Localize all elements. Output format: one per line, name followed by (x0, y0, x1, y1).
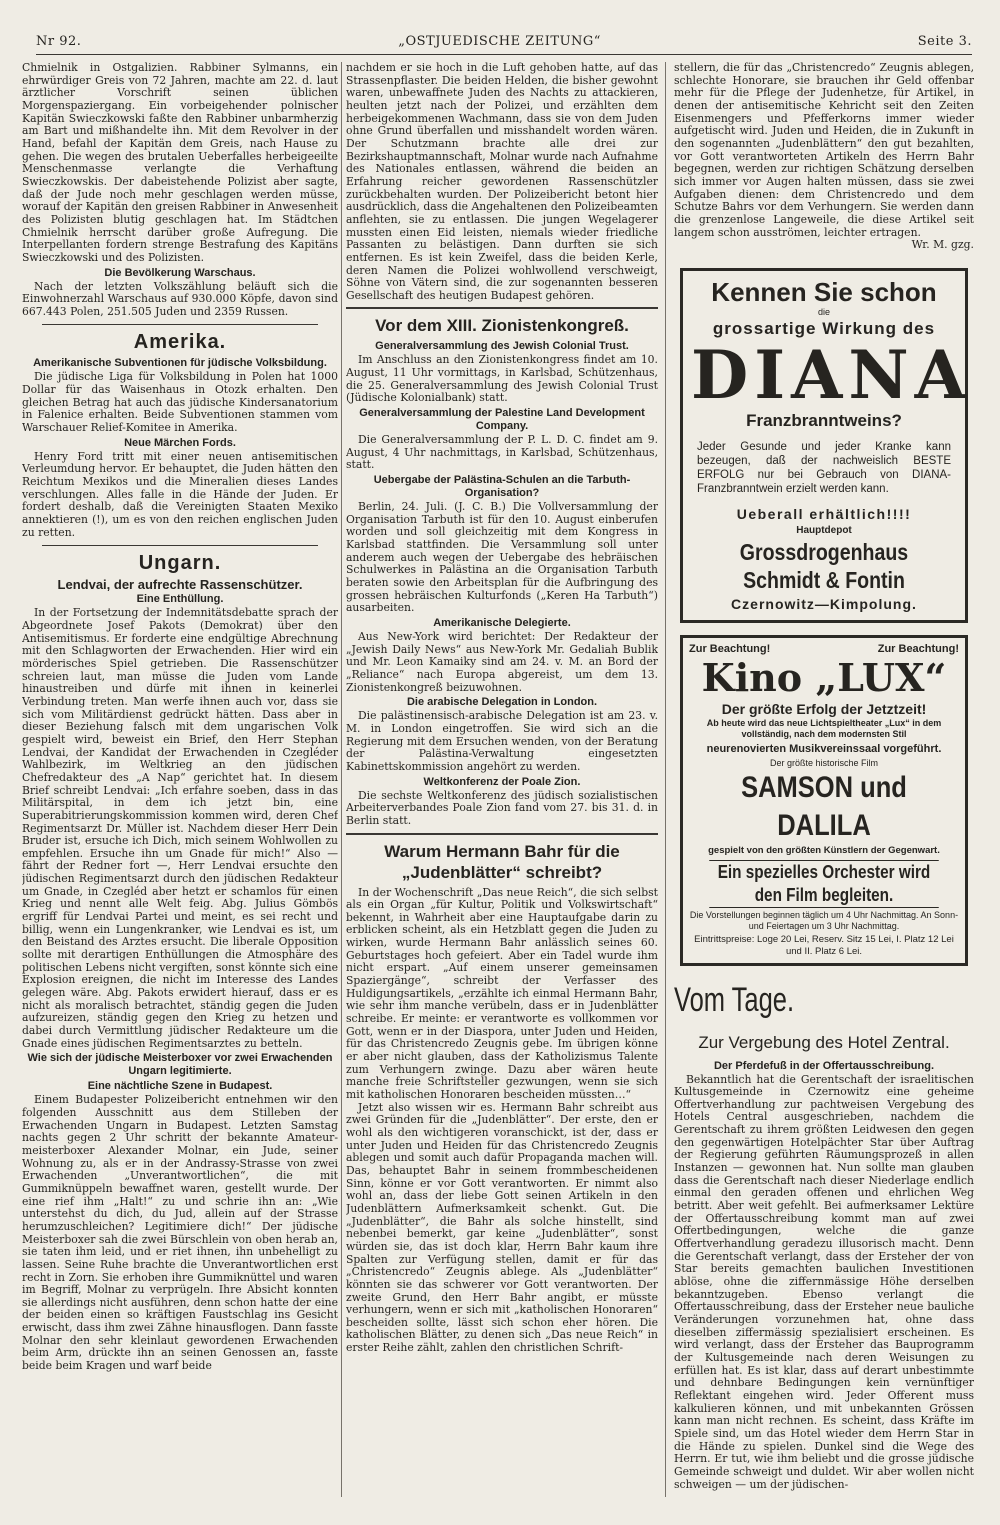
ad-text: Hauptdepot (796, 524, 852, 536)
article-heading: Amerikanische Delegierte. (433, 616, 571, 629)
column-1 (22, 62, 338, 1497)
ad-text: Der größte historische Film (769, 757, 879, 768)
article-heading: Amerikanische Subventionen für jüdische Volksbildung. (33, 357, 327, 370)
section-heading: Ungarn. (138, 552, 222, 575)
divider (42, 324, 318, 325)
article-text: Jetzt also wissen wir es. Hermann Bahr schreibt aus zwei Gründen für die „Judenblätter“. Der erste, den er wohl als den wichtigeren voranschickt, ist der, dass er unter Juden und Heiden für das Christencredo Zeugnis ablegen und somit auch dafür Propaganda machen will. Das, behauptet Bahr in seinem frommbescheidenen Sinn, könne er vor Gott verantworten. Er nimmt also wohl an, dass der liebe Gott seinen Artikeln in den Judenblättern Aufmerksamkeit schenkt. Gut. Die „Judenblätter“, die Bahr als solche hinstellt, sind nebenbei bemerkt, gar keine „Judenblätter“, sonst würden sie, das ist doch klar, Herrn Bahr kaum ihre Spalten zur Verfügung stellen, damit er für das „Christencredo“ Zeugnis ablege. Als „Judenblätter“ könnten sie das schwerer vor Gott verantworten. Der zweite Grund, den Herr Bahr angibt, er müsste verhungern, wenn er sich mit „katholischen Honoraren“ bescheiden sollte, lässt sich schon eher hören. Die katholischen Blätter, zu denen sich „Das neue Reich“ in erster Reihe zählt, zahlen den christlichen Schrift- (346, 1100, 658, 1355)
article-subheading: Eine Enthüllung. (136, 593, 224, 606)
ad-location: Czernowitz—Kimpolung. (731, 595, 917, 612)
advertisement-diana (680, 268, 972, 623)
ad-text: Der größte Erfolg der Jetztzeit! (721, 700, 927, 717)
article-text: Im Anschluss an den Zionistenkongress findet am 10. August, 11 Uhr vormittags, in Karlsbad, Schützenhaus, die 25. Generalversammlung des Jewish Colonial Trust (Jüdische Kolonialbank) statt. (346, 353, 658, 405)
article-heading: Generalversammlung der Palestine Land Development Company. (359, 407, 645, 433)
advertisement-kino-lux (680, 635, 968, 966)
article-text: Chmielnik in Ostgalizien. Rabbiner Sylmanns, ein ehrwürdiger Greis von 72 Jahren, machte am 22. d. laut ärztlicher Vorschrift seinen üblichen Morgenspaziergang. Ein vorbeigehender polnischer Kapitän Swieczkowski faßte den Rabbiner unbarmherzig am Bart und mißhandelte ihn. Mit dem Revolver in der Hand, befahl der Kapitän dem Greis, nach Hause zu gehen. Die wegen des brutalen Ueberfalles herbeigeeilte Menschenmasse verlangte die Verhaftung Swieczkowskis. Der dabeistehende Polizist aber sagte, daß der Jude noch mehr geschlagen werden müsse, worauf der Kapitän den greisen Rabbiner in Anwesenheit des Polizisten blutig geschlagen hat. Im Städtchen Chmielnik herrscht darüber große Aufregung. Die Interpellanten fordern strenge Bestrafung des Kapitäns Swieczkowski und des Polizisten. (22, 62, 338, 264)
column-3 (674, 62, 974, 1497)
article-subheading: Der Pferdefuß in der Offertausschreibung. (713, 1059, 935, 1072)
article-heading: Die Bevölkerung Warschaus. (104, 266, 256, 279)
ad-text: Ab heute wird das neue Lichtspieltheater „Lux“ in dem vollständig, nach dem modernsten Stil (706, 717, 942, 739)
article-heading: Uebergabe der Palästina-Schulen an die Tarbuth-Organisation? (373, 474, 631, 500)
issue-number: Nr 92. (36, 33, 82, 49)
article-heading: Lendvai, der aufrechte Rassenschützer. (57, 577, 303, 593)
ad-text: Die Vorstellungen beginnen täglich um 4 Uhr Nachmittag. An Sonn- und Feiertagen um 3 Uhr Nachmittag. (689, 909, 959, 931)
article-text: Nach der letzten Volkszählung beläuft sich die Einwohnerzahl Warschaus auf 930.000 Köpfe, davon sind 667.443 Polen, 251.505 Juden und 2359 Russen. (22, 279, 338, 318)
author-signature: Wr. M. gzg. (911, 238, 974, 252)
ad-company: Grossdrogenhaus Schmidt & Fontin (739, 538, 909, 593)
article-heading: Weltkonferenz der Poale Zion. (423, 775, 581, 788)
article-text: In der Fortsetzung der Indemnitätsdebatte sprach der Abgeordnete Josef Pakots (Demokrat) über den Antisemitismus. Er forderte eine endgültige Abrechnung mit den Schlagworten der Erwachenden. Hier wird ein mörderisches Spiel getrieben. Die Rassenschützer schreien laut, man müsse die Juden vom Lande hinaustreiben und dürfe mit ihnen in keinerlei Verbindung treten. Man werfe ihnen auch vor, dass sie sich vom Militärdienst gedrückt hätten. Dass aber in dieser Beziehung falsch mit dem ungarischen Volk gespielt wird, beweist ein Brief, den Herr Stephan Lendvai, der Kandidat der Erwachenden in Czegléder Wahlbezirk, im Weltkrieg an den jüdischen Chefredakteur des „A Nap“ gerichtet hat. In diesem Brief schreibt Lendvai: „Ich erfahre soeben, dass in das Militärspital, in dem ich jetzt bin, eine Superabitrierungskommission kommen wird, deren Chef Regimentsarzt Dr. Müller ist. Nachdem dieser Herr Dein Bruder ist, ersuche ich Dich, mich seinem Wohlwollen zu empfehlen. Ersuche ihn um Gnade für mich!“ Also — fährt der Redner fort —, Herr Lendvai ersuchte den jüdischen Regimentsarzt durch den jüdischen Redakteur um Gnade, in Czegléd aber hetzt er schamlos für einen Krieg und nennt alle Welt feig. Abg. Julius Gömbös ergriff für Lendvai Partei und meint, es sei recht und billig, wenn ein Lungenkranker, wie Lendvai es ist, um den Beistand des Arztes ersucht. Die liberale Opposition sollte mit derartigen Enthüllungen die Atmosphäre des politischen Lebens nicht vergiften, sonst könnte sich eine Explosion ereignen, die nicht im Interesse des Landes gelegen wäre. Abg. Pakots erwidert hierauf, dass er es nicht als moralisch betrachtet, ständig gegen die Juden aufzureizen, ständig gegen den Krieg zu hetzen und dabei durch Vermittlung jüdischer Redakteure um die Gnade eines jüdischen Regimentsarztes zu betteln. (22, 606, 338, 1050)
article-text: stellern, die für das „Christencredo“ Zeugnis ablegen, schlechte Honorare, sie brauchen ihr Geld offenbar mehr für die Pflege der Judenhetze, für Artikel, in denen der antisemitische Kehricht seit den Zeiten Eisenmengers und Pfefferkorns immer wieder aufgetischt wird. Juden und Heiden, die in Zukunft in den sogenannten „Judenblättern“ den gut bezahlten, vor Gott verantworteten Artikeln des Herrn Bahr begegnen, werden zur richtigen Schätzung derselben sich immer vor Augen halten müssen, dass sie zwei Aufgaben dienen: dem Christencredo und dem Schutze Bahrs vor dem Verhungern. Sie werden dann die grenzenlose Langeweile, die diese Artikel seit langem schon ausströmen, leichter ertragen. (674, 62, 974, 239)
ad-brand: DIANA (691, 335, 972, 414)
column-2 (346, 62, 658, 1497)
section-heading: Vor dem XIII. Zionistenkongreß. (375, 316, 629, 336)
ad-text: grossartige Wirkung des (712, 318, 936, 338)
article-text: Bekanntlich hat die Gerentschaft der israelitischen Kultusgemeinde in Czernowitz eine geheime Offertverhandlung zur pachtweisen Vergebung des Hotels Central ausgeschrieben, nachdem die Gerentschaft zu ihrem größten Leidwesen den gegen den gegenwärtigen Hotelpächter Star über Auftrag der Regierung geführten Räumungsprozeß in allen Instanzen — gewonnen hat. Nun sollte man glauben dass die Gerentschaft nach dieser Niederlage endlich einmal den geraden offenen und ehrlichen Weg betritt. Aber weit gefehlt. Bei aufmerksamer Lektüre der Offertausschreibung kommt man auf zwei Offertbedingungen, welche die ganze Offertverhandlung geradezu illusorisch macht. Denn die Gerentschaft verlangt, dass der Ersteher der von Star bereits gemachten baulichen Investitionen ablöse, ohne die ziffernmässige Höhe derselben bekanntzugeben. Ebenso verlangt die Offertausschreibung, dass der Ersteher neue bauliche Veränderungen vorzunehmen hat, ohne dass dieselben ziffermässig spezialisiert erscheinen. Es wird verlangt, dass der Ersteher das Bauprogramm der Kultusgemeinde nach deren Weisungen zu erfüllen hat. Es ist klar, dass auf derart unbestimmte und dehnbare Bedingungen kein vernünftiger Reflektant eingehen wird. Jeder Offerent muss kalkulieren können, und mit unbekannten Grössen kann man nicht rechnen. Es scheint, dass Kräfte im Spiele sind, um das Hotel wieder dem Herrn Star in die Hände zu spielen. Dunkel sind die Wege des Herrn. Er tut, wie ihm beliebt und die grosse jüdische Gemeinde schweigt und duldet. Wir aber wollen nicht schweigen — um der jüdischen- (674, 1072, 974, 1491)
article-text: In der Wochenschrift „Das neue Reich“, die sich selbst als ein Organ „für Kultur, Politik und Volkswirtschaft“ bekennt, in Wahrheit aber eine Hauptaufgabe darin zu erblicken scheint, als ein Hetzblatt gegen die Juden zu wirken, wurde Hermann Bahr anlässlich seines 60. Geburtstages hoch gefeiert. Aber ein Tadel wurde ihm nicht erspart. „Auf einem unserer gemeinsamen Spaziergänge“, schreibt der Verfasser des Huldigungsartikels, „erzählte ich einmal Hermann Bahr, wie sehr ihm manche verübeln, dass er in Judenblätter schreibe. Er meinte: er verantworte es vollkommen vor Gott, wenn er in der Diaspora, unter Juden und Heiden, für das Christencredo Zeugnis gebe. Im übrigen könne er aber nicht glauben, dass der Katholizismus Talente zum Verhungern zwinge. Dazu aber wären heute manche freie Schriftsteller gezwungen, wenn sie sich mit katholischen Honoraren bescheiden müssten…“ (346, 885, 658, 1101)
ad-product: Franzbranntweins? (746, 410, 902, 430)
article-heading: Zur Vergebung des Hotel Zentral. (698, 1032, 950, 1052)
article-text: Die jüdische Liga für Volksbildung in Polen hat 1000 Dollar für das Waisenhaus in Otozk erhalten. Den gleichen Betrag hat auch das jüdische Kindersanatorium in Falenice erhalten. Beide Subventionen stammen vom Warschauer Relief-Komitee in Amerika. (22, 370, 338, 435)
article-text: nachdem er sie hoch in die Luft gehoben hatte, auf das Strassenpflaster. Die beiden Helden, die bisher gewohnt waren, unbewaffnete Juden des Nachts zu attackieren, heulten jetzt nach der Polizei, und erzählten dem herbeigekommenen Wachmann, dass sie von dem Juden ohne Grund überfallen und misshandelt worden wären. Der Schutzmann brachte alle drei zur Bezirkshauptmannschaft, Molnar wurde nach Aufnahme des Nationales entlassen, während die beiden an Erfahrung reicher gewordenen Rassenschützler zurückbehalten wurden. Der Polizeibericht betont hier ausdrücklich, dass die Angehaltenen den Polizeibeamten anflehten, sie zu entlassen. Die jungen Wegelagerer mussten einen Eid leisten, niemals wieder friedliche Passanten zu belästigen. Dann durften sie sich entfernen. Es ist kein Zweifel, dass die beiden Kerle, deren Namen die Polizei wohlwollend verschweigt, Söhne von Vätern sind, die zur sogenannten besseren Gesellschaft des heutigen Budapest gehören. (346, 62, 658, 302)
ad-body: Jeder Gesunde und jeder Kranke kann bezeugen, daß der nachweislich BESTE ERFOLG nur bei Gebrauch von DIANA-Franzbranntwein erzielt werden kann. (697, 440, 951, 495)
article-heading: Wie sich der jüdische Meisterboxer vor zwei Erwachenden Ungarn legitimierte. (27, 1052, 333, 1078)
article-text: Aus New-York wird berichtet: Der Redakteur der „Jewish Daily News“ aus New-York Mr. Gedaliah Bublik und Mr. Leon Kamaiky sind am 24. v. M. an Bord der „Reliance“ nach Europa abgereist, um dem 13. Zionistenkongreß beizuwohnen. (346, 629, 658, 694)
article-text: Die sechste Weltkonferenz des jüdisch sozialistischen Arbeiterverbandes Poale Zion fand vom 27. bis 31. d. in Berlin statt. (346, 788, 658, 827)
section-heading: Amerika. (133, 331, 227, 354)
ad-film-title: SAMSON und DALILA (741, 770, 907, 842)
article-text: Berlin, 24. Juli. (J. C. B.) Die Vollversammlung der Organisation Tarbuth ist für den 10. August einberufen worden und soll gleichzeitig mit dem Kongress in Karlsbad stattfinden. Die Versammlung soll unter anderem auch wegen der Uebergabe des hebräischen Schulwerkes in Palästina an die Organisation Tarbuth beraten sowie den Arbeitsplan für die Aufbringung des grossen hebräischen Kulturfonds („Keren Ha Tarbuth“) ausarbeiten. (346, 500, 658, 615)
newspaper-title: „OSTJUEDISCHE ZEITUNG“ (398, 33, 601, 49)
page-number: Seite 3. (917, 33, 972, 49)
column-rule (665, 62, 666, 1497)
article-heading: Die arabische Delegation in London. (406, 696, 598, 709)
article-text: Die palästinensisch-arabische Delegation ist am 23. v. M. in London eingetroffen. Sie wird sich an die Regierung mit dem Ersuchen wenden, von der Beratung der Palästina-Verwaltung eingesetzten Kabinettskommission angehört zu werden. (346, 709, 658, 773)
ad-notice-row (689, 643, 959, 656)
article-text: Henry Ford tritt mit einer neuen antisemitischen Verleumdung hervor. Er behauptet, die Juden hätten den Reichtum Mexikos und die Mineralien dieses Landes verschlungen. Alles falle in die Hände der Juden. Er fordert deshalb, daß die Vereinigten Staaten Mexiko annektieren (!), um es von den reichen englischen Juden zu retten. (22, 449, 338, 539)
article-text: Die Generalversammlung der P. L. D. C. findet am 9. August, 4 Uhr nachmittags, in Karlsbad, Schützenhaus, statt. (346, 433, 658, 472)
ad-headline: Kennen Sie schon (711, 276, 937, 307)
article-heading: Generalversammlung des Jewish Colonial Trust. (375, 340, 629, 353)
ad-text: die (817, 306, 830, 317)
ad-notice: Zur Beachtung! (877, 642, 959, 655)
ad-text: gespielt von den größten Künstlern der Gegenwart. (708, 844, 940, 856)
section-heading: Warum Hermann Bahr für die „Judenblätter“ schreibt? (384, 841, 620, 882)
section-heading: Vom Tage. (674, 980, 795, 1019)
article-text: Einem Budapester Polizeibericht entnehmen wir den folgenden Ausschnitt aus dem Stilleben der Erwachenden Ungarn in Budapest. Letzten Samstag nachts gegen 2 Uhr schritt der bekannte Amateur-meisterboxer Alexander Molnar, ein Jude, seiner Wohnung zu, als er in der Andrassy-Strasse von zwei Erwachenden „Unverantwortlichen“, die mit Gummiknüppeln bewaffnet waren, gestellt wurde. Der eine rief ihm „Halt!“ zu und schrie ihn an: „Wie unterstehst du dich, du Jud, allein auf der Strasse herumzuschleichen? Legitimiere dich!“ Der jüdische Meisterboxer sah die zwei Bürschlein von oben herab an, sie taten ihm leid, und er riet ihnen, ihn unbehelligt zu lassen. Seine Ruhe brachte die Unverantwortlichen erst recht in Zorn. Sie erhoben ihre Gummiknüttel und waren im Begriff, Molnar zu verprügeln. Ihre Absicht konnten sie allerdings nicht ausführen, denn schon hatte der eine der beiden einen so kräftigen Faustschlag ins Gesicht erwischt, dass ihm zwei Zähne hinausflogen. Dann fasste Molnar den sehr kleinlaut gewordenen Erwachenden beim Arm, drückte ihn an seinen Genossen an, fasste beide beim Kragen und warf beide (22, 1093, 338, 1373)
ad-prices: Eintrittspreise: Loge 20 Lei, Reserv. Sitz 15 Lei, I. Platz 12 Lei und II. Platz 6 Lei. (694, 933, 954, 957)
divider (346, 307, 658, 309)
article-heading: Neue Märchen Fords. (124, 436, 236, 449)
ad-text: neurenovierten Musikvereinssaal vorgeführt. (706, 742, 942, 755)
divider (346, 833, 658, 835)
article-subheading: Eine nächtliche Szene in Budapest. (87, 1080, 273, 1093)
ad-text: Ein spezielles Orchester wird den Film begleiten. (709, 860, 939, 908)
divider (42, 545, 318, 546)
ad-headline: Kino „LUX“ (701, 654, 947, 700)
ad-notice: Zur Beachtung! (689, 642, 771, 655)
ad-text: Ueberall erhältlich!!!! (736, 505, 912, 522)
column-rule (341, 62, 342, 1497)
page-header (36, 30, 972, 55)
